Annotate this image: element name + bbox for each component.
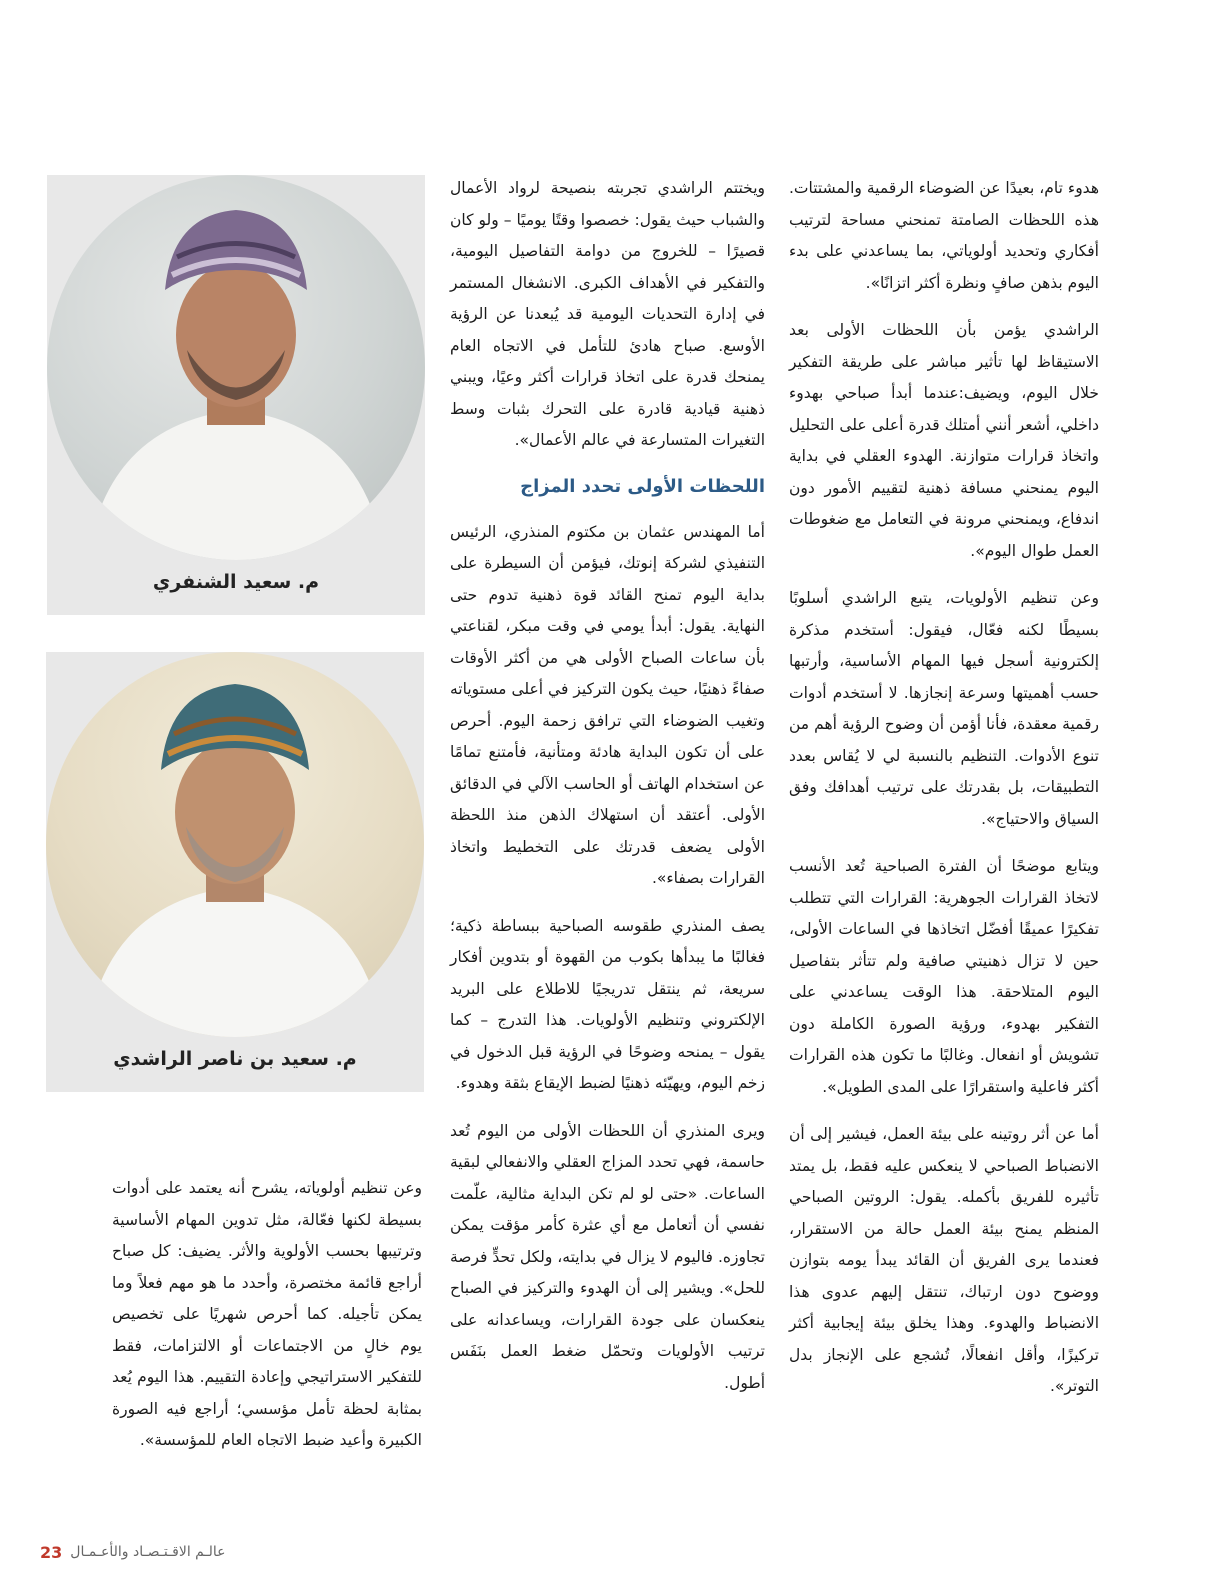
paragraph: ويتابع موضحًا أن الفترة الصباحية تُعد الأنسب لاتخاذ القرارات الجوهرية: القرارات التي تتطلب تفكيرًا عميقًا أفضّل اتخاذها في الساعات الأولى، حين لا تزال ذهنيتي صافية ولم تتأثر بتفاصيل اليوم المتلاحقة. هذا الوقت يساعدني على التفكير بهدوء، ورؤية الصورة الكاملة دون تشويش أو انفعال. وغالبًا ما تكون هذه القرارات أكثر فاعلية واستقرارًا على المدى الطويل». xyxy=(789,857,1099,1096)
paragraph: أما عن أثر روتينه على بيئة العمل، فيشير إلى أن الانضباط الصباحي لا ينعكس عليه فقط، بل يمتد تأثيره للفريق بأكمله. يقول: الروتين الصباحي المنظم يمنح بيئة العمل حالة من الاستقرار، فعندما يرى الفريق أن القائد يبدأ يومه بتوازن ووضوح دون ارتباك، تنتقل إليهم عدوى هذا الانضباط والهدوء. وهذا يخلق بيئة إيجابية أكثر تركيزًا، وأقل انفعالًا، تُشجع على الإنجاز بدل التوتر». xyxy=(789,1125,1099,1395)
section-heading: اللحظات الأولى تحدد المزاج xyxy=(520,475,765,497)
article-column-middle xyxy=(450,173,765,1415)
paragraph: الراشدي يؤمن بأن اللحظات الأولى بعد الاستيقاظ لها تأثير مباشر على طريقة التفكير خلال اليوم، ويضيف:عندما أبدأ صباحي بهدوء داخلي، أشعر أنني أمتلك قدرة أعلى على التحليل واتخاذ قرارات متوازنة. الهدوء العقلي في بداية اليوم يمنحني مسافة ذهنية لتقييم الأمور دون اندفاع، ويمنحني مرونة في التعامل مع ضغوطات العمل طوال اليوم». xyxy=(789,321,1099,560)
paragraph: يصف المنذري طقوسه الصباحية ببساطة ذكية؛ فغالبًا ما يبدأها بكوب من القهوة أو بتدوين أفكار سريعة، ثم ينتقل تدريجيًا للاطلاع على البريد الإلكتروني وتنظيم الأولويات. هذا التدرج – كما يقول – يمنحه وضوحًا في الرؤية قبل الدخول في زخم اليوم، ويهيّئه ذهنيًا لضبط الإيقاع بثقة وهدوء. xyxy=(450,916,765,1092)
paragraph: ويختتم الراشدي تجربته بنصيحة لرواد الأعمال والشباب حيث يقول: خصصوا وقتًا يوميًا – ولو كان قصيرًا – للخروج من دوامة التفاصيل اليومية، والتفكير في الأهداف الكبرى. الانشغال المستمر في إدارة التحديات اليومية قد يُبعدنا عن الرؤية الأوسع. صباح هادئ للتأمل في الاتجاه العام يمنحك قدرة على اتخاذ قرارات أكثر وعيًا، ويبني ذهنية قيادية قادرة على التحرك بثبات وسط التغيرات المتسارعة في عالم الأعمال». xyxy=(450,179,765,449)
page-number: 23 xyxy=(40,1542,63,1562)
paragraph: وعن تنظيم أولوياته، يشرح أنه يعتمد على أدوات بسيطة لكنها فعّالة، مثل تدوين المهام الأساسية وترتيبها بحسب الأولوية والأثر. يضيف: كل صباح أراجع قائمة مختصرة، وأحدد ما هو مهم فعلاً وما يمكن تأجيله. كما أحرص شهريًا على تخصيص يوم خالٍ من الاجتماعات أو الالتزامات، فقط للتفكير الاستراتيجي وإعادة التقييم. هذا اليوم يُعد بمثابة لحظة تأمل مؤسسي؛ أراجع فيه الصورة الكبيرة وأعيد ضبط الاتجاه العام للمؤسسة». xyxy=(112,1179,422,1449)
portrait-photo xyxy=(47,175,425,560)
paragraph: أما المهندس عثمان بن مكتوم المنذري، الرئيس التنفيذي لشركة إنوتك، فيؤمن أن السيطرة على بداية اليوم تمنح القائد قوة ذهنية تدوم حتى النهاية. يقول: أبدأ يومي في وقت مبكر، لقناعتي بأن ساعات الصباح الأولى هي من أكثر الأوقات صفاءً ذهنيًا، حيث يكون التركيز في أعلى مستوياته وتغيب الضوضاء التي ترافق زحمة اليوم. أحرص على أن تكون البداية هادئة ومتأنية، فأمتنع تمامًا عن استخدام الهاتف أو الحاسب الآلي في الدقائق الأولى. أعتقد أن استهلاك الذهن منذ اللحظة الأولى يضعف قدرتك على التخطيط واتخاذ القرارات بصفاء». xyxy=(450,522,765,887)
magazine-name: عالـم الاقـتـصـاد والأعـمـال xyxy=(70,1544,226,1560)
page-footer xyxy=(40,1540,225,1564)
portrait-illustration xyxy=(46,652,424,1037)
paragraph: وعن تنظيم الأولويات، يتبع الراشدي أسلوبًا بسيطًا لكنه فعّال، فيقول: أستخدم مذكرة إلكترونية أسجل فيها المهام الأساسية، وأرتبها حسب أهميتها وسرعة إنجازها. لا أستخدم أدوات رقمية معقدة، فأنا أؤمن أن وضوح الرؤية أهم من تنوع الأدوات. التنظيم بالنسبة لي لا يُقاس بعدد التطبيقات، بل بقدرتك على ترتيب أهدافك وفق السياق والاحتياج». xyxy=(789,589,1099,828)
article-column-right xyxy=(789,173,1099,1419)
article-column-left xyxy=(112,1173,422,1473)
photo-caption: م. سعيد الشنفري xyxy=(152,571,320,593)
portrait-illustration xyxy=(47,175,425,560)
photo-panel-rashdi xyxy=(46,652,424,1092)
photo-caption: م. سعيد بن ناصر الراشدي xyxy=(113,1048,357,1070)
portrait-photo xyxy=(46,652,424,1037)
photo-panel-shanfari xyxy=(47,175,425,615)
paragraph: ويرى المنذري أن اللحظات الأولى من اليوم تُعد حاسمة، فهي تحدد المزاج العقلي والانفعالي لبقية الساعات. «حتى لو لم تكن البداية مثالية، علّمت نفسي أن أتعامل مع أي عثرة كأمر مؤقت يمكن تجاوزه. فاليوم لا يزال في بدايته، ولكل تحدٍّ فرصة للحل». ويشير إلى أن الهدوء والتركيز في الصباح ينعكسان على جودة القرارات، ويساعدانه على ترتيب الأولويات وتحمّل ضغط العمل بنَفَس أطول. xyxy=(450,1121,765,1392)
paragraph: هدوء تام، بعيدًا عن الضوضاء الرقمية والمشتتات. هذه اللحظات الصامتة تمنحني مساحة لترتيب أفكاري وتحديد أولوياتي، بما يساعدني على بدء اليوم بذهن صافٍ ونظرة أكثر اتزانًا». xyxy=(789,179,1099,292)
